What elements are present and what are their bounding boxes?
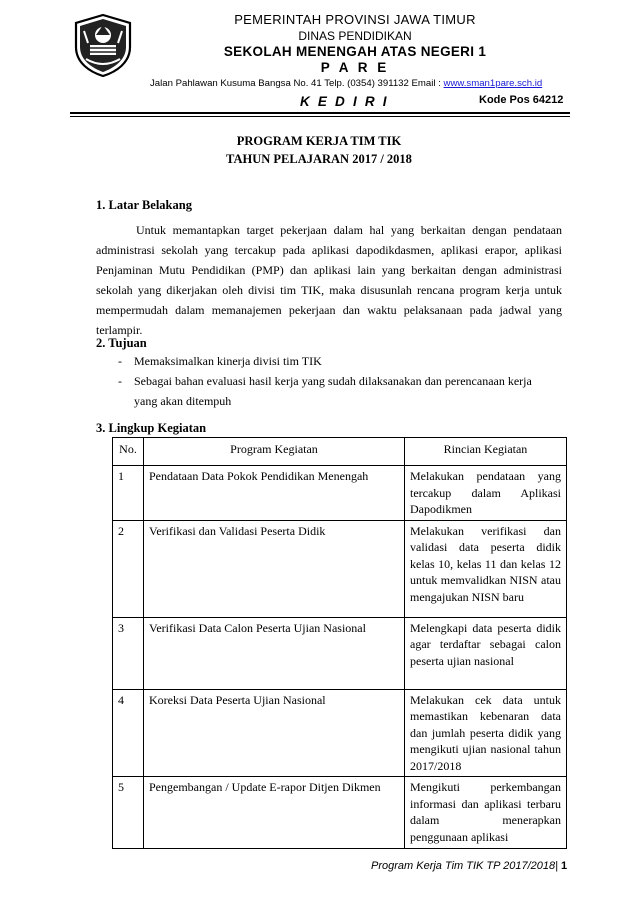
table-row xyxy=(113,617,567,689)
cell-no: 1 xyxy=(113,466,144,521)
cell-rincian: Melakukan cek data untuk memastikan kebenaran data dan jumlah peserta didik yang mengikuti ujian nasional tahun 2017/2018 xyxy=(405,689,567,777)
section-2-heading: 2. Tujuan xyxy=(96,336,147,350)
section-1-text: Untuk memantapkan target pekerjaan dalam hal yang berkaitan dengan pendataan administrasi sekolah yang tercakup pada aplikasi dapodikdasmen, aplikasi erapor, aplikasi Penjaminan Mutu Pendidikan (PMP) dan aplikasi lain yang berkaitan dengan administrasi sekolah yang dikerjakan oleh divisi tim TIK, maka disusunlah rencana program kerja untuk mempermudah dalam memanajemen pekerjaan dan waktu pelaksanaan pada jadwal yang terlampir. xyxy=(96,223,562,337)
website-link[interactable]: www.sman1pare.sch.id xyxy=(443,78,543,89)
table-header-row xyxy=(113,438,567,466)
table-row xyxy=(113,466,567,521)
document-title: PROGRAM KERJA TIM TIK xyxy=(236,134,402,148)
cell-program: Koreksi Data Peserta Ujian Nasional xyxy=(144,689,405,777)
cell-program: Verifikasi dan Validasi Peserta Didik xyxy=(144,520,405,617)
letterhead-rule-thick xyxy=(70,112,570,114)
letterhead-rule-thin xyxy=(70,116,570,117)
letterhead-address xyxy=(150,78,542,89)
letterhead-department: DINAS PENDIDIKAN xyxy=(298,29,412,43)
list-item-text: Sebagai bahan evaluasi hasil kerja yang sudah dilaksanakan dan perencanaan kerja yang akan ditempuh xyxy=(134,374,532,408)
cell-program: Pengembangan / Update E-rapor Ditjen Dikmen xyxy=(144,777,405,849)
page-footer xyxy=(371,860,567,872)
letterhead-government: PEMERINTAH PROVINSI JAWA TIMUR xyxy=(234,12,476,27)
letterhead-town: P A R E xyxy=(320,60,390,75)
cell-rincian: Mengikuti perkembangan informasi dan aplikasi terbaru dalam menerapkan penggunaan aplikasi xyxy=(405,777,567,849)
page-number: 1 xyxy=(560,860,568,872)
cell-rincian: Melengkapi data peserta didik agar terdaftar sebagai calon peserta ujian nasional xyxy=(405,617,567,689)
table-row xyxy=(113,520,567,617)
letterhead-postal-code: Kode Pos 64212 xyxy=(479,94,564,106)
header-no: No. xyxy=(113,438,144,466)
cell-program: Pendataan Data Pokok Pendidikan Menengah xyxy=(144,466,405,521)
cell-no: 5 xyxy=(113,777,144,849)
footer-text: Program Kerja Tim TIK TP 2017/2018| xyxy=(371,860,558,872)
document-subtitle: TAHUN PELAJARAN 2017 / 2018 xyxy=(226,152,412,166)
section-1-heading: 1. Latar Belakang xyxy=(96,198,192,212)
cell-rincian: Melakukan verifikasi dan validasi data peserta didik kelas 10, kelas 11 dan kelas 12 untuk memvalidkan NISN atau mengajukan NISN baru xyxy=(405,520,567,617)
section-2-list xyxy=(118,351,558,411)
table-row xyxy=(113,777,567,849)
cell-no: 2 xyxy=(113,520,144,617)
section-3-heading: 3. Lingkup Kegiatan xyxy=(96,421,207,435)
header-rincian: Rincian Kegiatan xyxy=(405,438,567,466)
cell-rincian: Melakukan pendataan yang tercakup dalam Aplikasi Dapodikmen xyxy=(405,466,567,521)
list-item: - Sebagai bahan evaluasi hasil kerja yang sudah dilaksanakan dan perencanaan kerja yang akan ditempuh xyxy=(118,374,532,408)
address-text: Jalan Pahlawan Kusuma Bangsa No. 41 Telp. (0354) 391132 Email : xyxy=(150,78,444,89)
activity-table xyxy=(112,437,567,849)
letterhead-city: K E D I R I xyxy=(300,94,389,109)
section-1-paragraph xyxy=(96,220,562,340)
cell-program: Verifikasi Data Calon Peserta Ujian Nasional xyxy=(144,617,405,689)
list-item-text: Memaksimalkan kinerja divisi tim TIK xyxy=(134,354,322,368)
jawa-timur-crest-icon xyxy=(72,13,134,77)
list-item: - Memaksimalkan kinerja divisi tim TIK xyxy=(118,354,322,368)
letterhead-school: SEKOLAH MENENGAH ATAS NEGERI 1 xyxy=(223,44,487,59)
table-row xyxy=(113,689,567,777)
header-program: Program Kegiatan xyxy=(144,438,405,466)
cell-no: 3 xyxy=(113,617,144,689)
cell-no: 4 xyxy=(113,689,144,777)
